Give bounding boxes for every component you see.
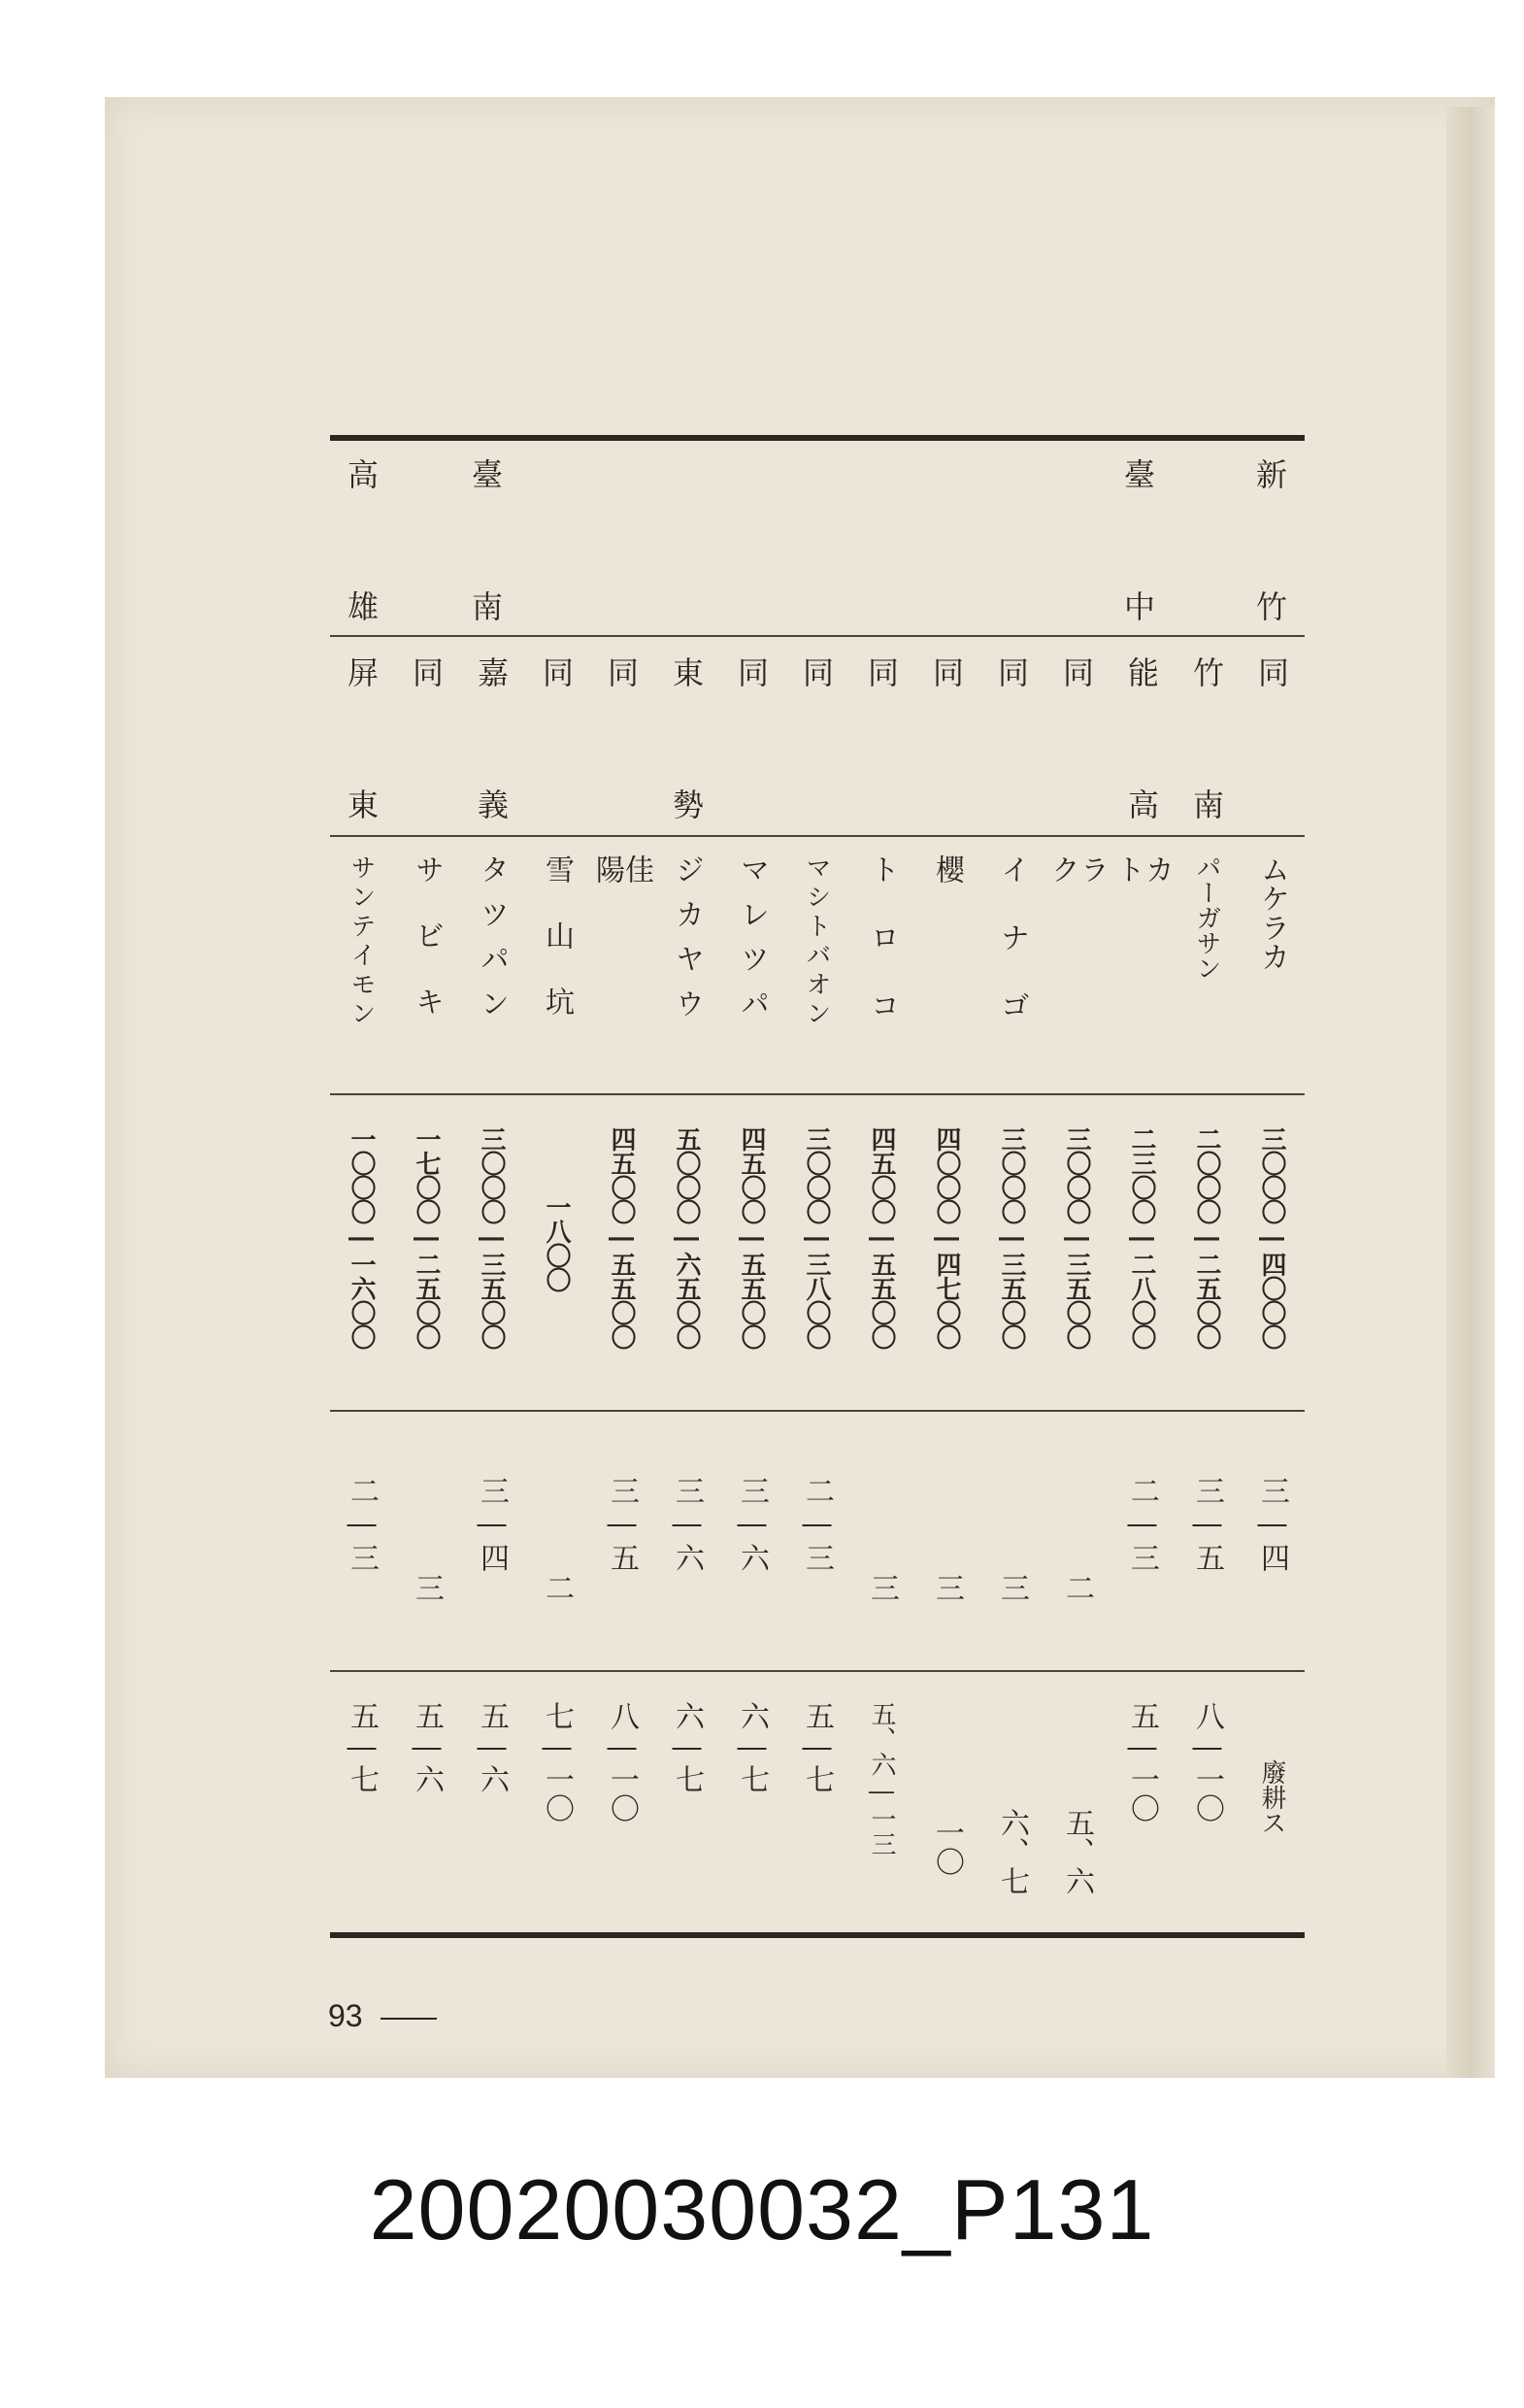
fallow-cell: 一〇 [930, 1818, 964, 1876]
locality-cell [982, 656, 1041, 819]
header-char: 雄 [343, 590, 380, 621]
locality-cell [332, 656, 390, 819]
variety-cell: ムケラカ [1255, 854, 1289, 971]
altitude-divider [330, 1410, 1305, 1412]
fallow-cell: 七―一〇 [540, 1701, 574, 1823]
locality-row [330, 656, 1305, 819]
locality-char: 同 [928, 656, 965, 687]
altitude-cell: 一八〇〇 [542, 1194, 571, 1291]
altitude-cell: 四五〇〇―五五〇〇 [867, 1126, 896, 1349]
variety-cell: トロコ [865, 854, 899, 1058]
years-cell: 三―五 [605, 1476, 639, 1574]
header-char: 中 [1119, 590, 1156, 621]
fallow-cell: 五―七 [345, 1701, 379, 1793]
variety-cell: マレツパ [735, 854, 769, 1033]
fallow-cell: 六、七 [995, 1808, 1029, 1895]
header-char: 高 [343, 458, 380, 489]
fallow-cell: 八―一〇 [1190, 1701, 1224, 1823]
locality-cell [852, 656, 911, 819]
altitude-cell: 三〇〇〇―三五〇〇 [997, 1126, 1026, 1349]
altitude-cell: 二三〇〇―二八〇〇 [1127, 1126, 1156, 1349]
locality-char: 同 [408, 656, 445, 687]
variety-cell: 佳陽 [590, 854, 653, 981]
fallow-cell: 五―七 [800, 1701, 834, 1793]
header-divider [330, 635, 1305, 637]
locality-cell [462, 656, 520, 819]
years-cell: 二―三 [345, 1476, 379, 1574]
altitude-row [330, 1126, 1305, 1359]
fallow-cell: 五―一〇 [1125, 1701, 1159, 1823]
altitude-cell: 一七〇〇―二五〇〇 [412, 1126, 441, 1349]
locality-cell [1047, 656, 1106, 819]
table-top-rule [330, 435, 1305, 441]
header-char: 新 [1251, 458, 1288, 489]
altitude-cell: 四五〇〇―五五〇〇 [607, 1126, 636, 1349]
locality-char: 同 [798, 656, 835, 687]
fallow-row [330, 1701, 1305, 1895]
altitude-cell: 三〇〇〇―三五〇〇 [1062, 1126, 1091, 1349]
header-row [330, 458, 1305, 621]
years-cell: 三 [865, 1573, 899, 1602]
variety-cell: パーガサン [1192, 854, 1221, 981]
locality-char: 勢 [668, 788, 705, 819]
header-char: 南 [467, 590, 504, 621]
header-char: 臺 [467, 458, 504, 489]
fallow-cell: 廢耕ス [1257, 1759, 1286, 1835]
header-group [330, 458, 392, 621]
variety-cell: タツパン [475, 854, 509, 1033]
variety-cell: サンテイモン [347, 854, 376, 1029]
altitude-cell: 三〇〇〇―三八〇〇 [802, 1126, 831, 1349]
header-char: 臺 [1119, 458, 1156, 489]
years-cell: 三―六 [735, 1476, 769, 1574]
years-cell: 三 [995, 1573, 1029, 1602]
years-cell: 二―三 [800, 1476, 834, 1574]
locality-char: 同 [993, 656, 1030, 687]
image-id-caption: 20020030032_P131 [369, 2161, 1155, 2258]
locality-char: 東 [668, 656, 705, 687]
variety-cell: ラク [1045, 854, 1109, 981]
years-cell: 三 [410, 1573, 444, 1602]
altitude-cell: 四〇〇〇―四七〇〇 [932, 1126, 961, 1349]
altitude-cell: 二〇〇〇―二五〇〇 [1192, 1126, 1221, 1349]
locality-cell [527, 656, 585, 819]
locality-char: 義 [473, 788, 510, 819]
locality-cell [722, 656, 780, 819]
years-cell: 三 [930, 1573, 964, 1602]
variety-cell: マシトバオン [802, 854, 831, 1029]
fallow-cell: 六―七 [670, 1701, 704, 1793]
altitude-cell: 四五〇〇―五五〇〇 [737, 1126, 766, 1349]
variety-cell: 櫻 [930, 854, 964, 884]
page-number-dash [381, 2018, 437, 2020]
fallow-cell: 五、六―一三 [867, 1701, 896, 1856]
locality-char: 能 [1123, 656, 1160, 687]
years-divider [330, 1670, 1305, 1672]
years-cell: 三―六 [670, 1476, 704, 1574]
fallow-cell: 六―七 [735, 1701, 769, 1793]
locality-char: 同 [733, 656, 770, 687]
fallow-cell: 五―六 [475, 1701, 509, 1793]
locality-cell [917, 656, 976, 819]
locality-char: 高 [1123, 788, 1160, 819]
page-edge [1446, 107, 1495, 2078]
variety-cell: 雪山坑 [540, 854, 574, 1053]
variety-cell: イナゴ [995, 854, 1029, 1058]
table-bottom-rule [330, 1932, 1305, 1938]
variety-cell: サビキ [410, 854, 444, 1053]
header-group [454, 458, 516, 621]
altitude-cell: 三〇〇〇―三五〇〇 [477, 1126, 506, 1349]
years-row [330, 1476, 1305, 1612]
altitude-cell: 三〇〇〇―四〇〇〇 [1257, 1126, 1286, 1349]
header-group [1107, 458, 1169, 621]
locality-char: 同 [863, 656, 900, 687]
locality-cell [1242, 656, 1301, 819]
locality-char: 同 [1253, 656, 1290, 687]
locality-char: 東 [343, 788, 380, 819]
locality-char: 屏 [343, 656, 380, 687]
variety-row [330, 854, 1305, 1084]
years-cell: 二 [1060, 1573, 1094, 1602]
locality-char: 竹 [1188, 656, 1225, 687]
years-cell: 三―四 [475, 1476, 509, 1574]
locality-cell [787, 656, 845, 819]
altitude-cell: 五〇〇〇―六五〇〇 [672, 1126, 701, 1349]
locality-cell [592, 656, 650, 819]
locality-char: 同 [1058, 656, 1095, 687]
header-char: 竹 [1251, 590, 1288, 621]
locality-cell [1112, 656, 1171, 819]
years-cell: 三―四 [1255, 1476, 1289, 1574]
locality-char: 南 [1188, 788, 1225, 819]
locality-char: 同 [603, 656, 640, 687]
years-cell: 二 [540, 1573, 574, 1602]
locality-cell [657, 656, 715, 819]
variety-cell: ジカヤウ [670, 854, 704, 1033]
variety-divider [330, 1093, 1305, 1095]
page-number: 93 [328, 1998, 363, 2033]
years-cell: 三―五 [1190, 1476, 1224, 1574]
variety-cell: カト [1110, 854, 1174, 981]
locality-cell [397, 656, 455, 819]
locality-divider [330, 835, 1305, 837]
locality-char: 同 [538, 656, 575, 687]
years-cell: 二―三 [1125, 1476, 1159, 1574]
fallow-cell: 五―六 [410, 1701, 444, 1793]
fallow-cell: 五、六 [1060, 1808, 1094, 1895]
altitude-cell: 一〇〇〇―一六〇〇 [347, 1126, 376, 1349]
locality-char: 嘉 [473, 656, 510, 687]
header-group [1239, 458, 1301, 621]
fallow-cell: 八―一〇 [605, 1701, 639, 1823]
locality-cell [1177, 656, 1236, 819]
